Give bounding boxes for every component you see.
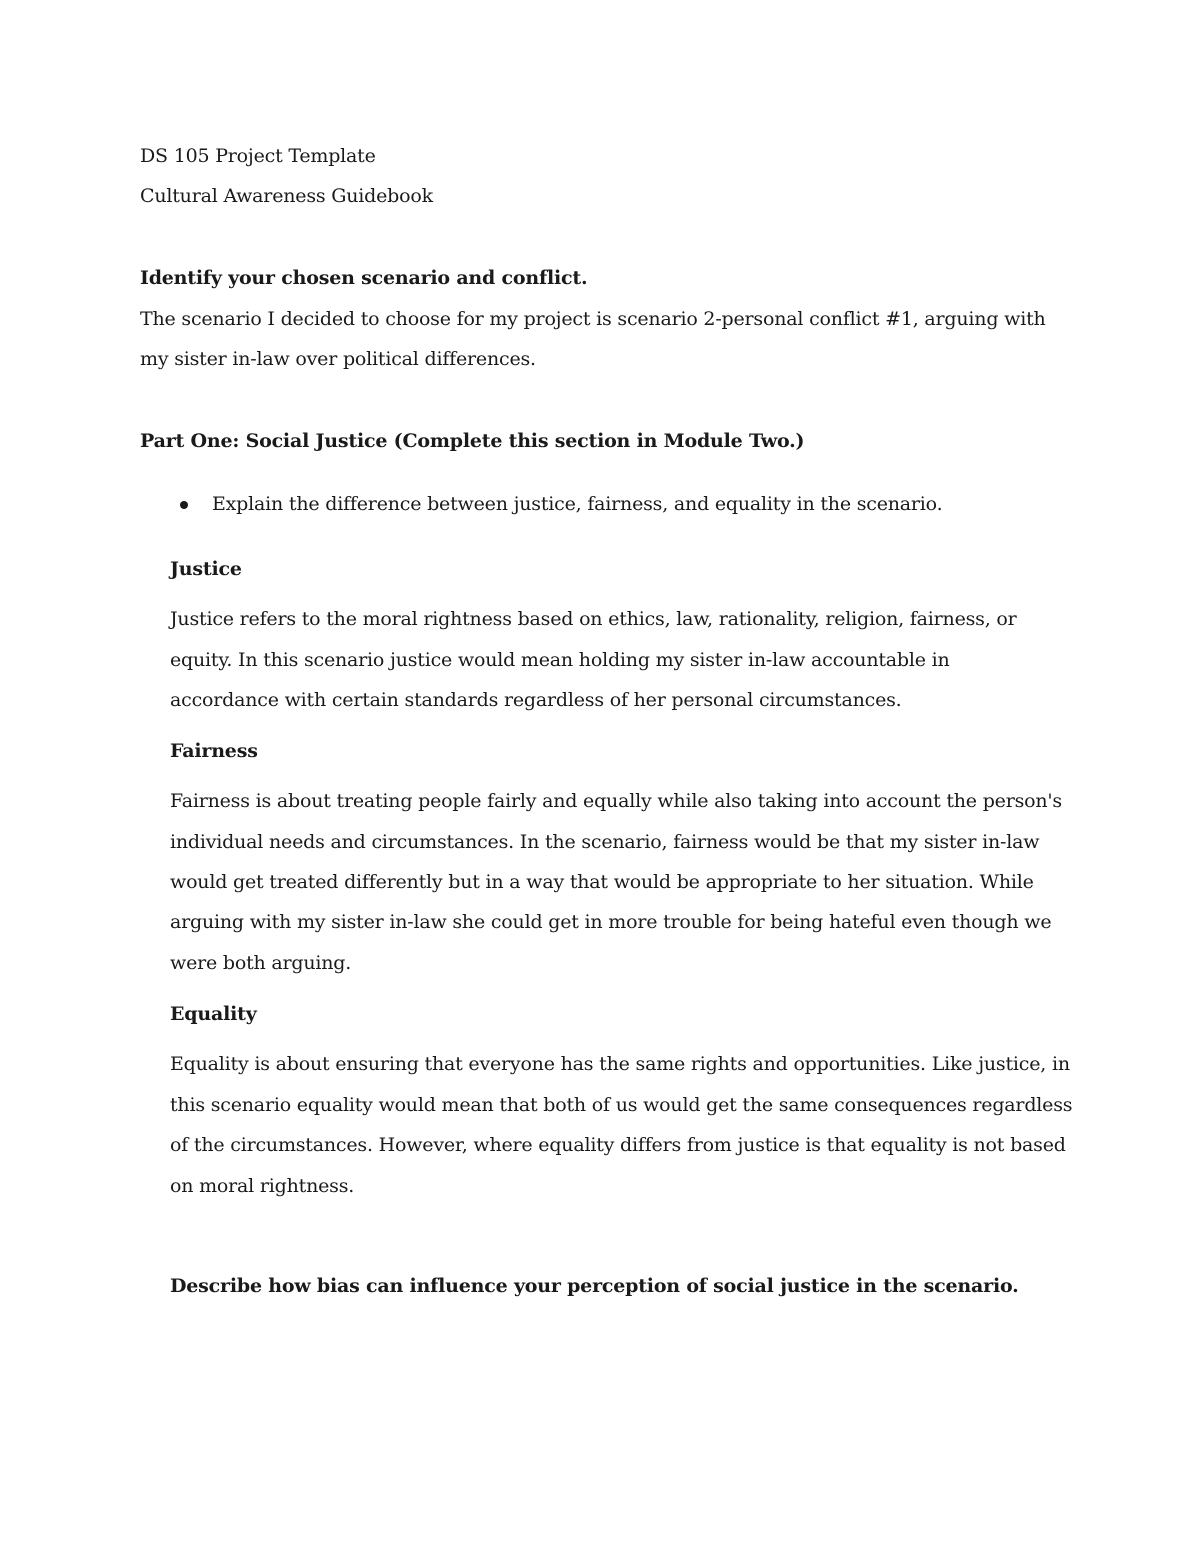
bullet-item: Explain the difference between justice, fairness, and equality in the scenario.	[212, 493, 943, 515]
justice-line-3: accordance with certain standards regardless of her personal circumstances.	[170, 689, 902, 711]
equality-heading: Equality	[170, 1003, 257, 1025]
scenario-heading: Identify your chosen scenario and conflict.	[140, 267, 588, 289]
fairness-heading: Fairness	[170, 740, 258, 762]
fairness-line-2: individual needs and circumstances. In the scenario, fairness would be that my sister in-law	[170, 831, 1040, 853]
scenario-line-2: my sister in-law over political differences.	[140, 348, 536, 370]
document-subtitle: Cultural Awareness Guidebook	[140, 185, 433, 207]
fairness-line-5: were both arguing.	[170, 952, 352, 974]
scenario-line-1: The scenario I decided to choose for my project is scenario 2-personal conflict #1, arguing with	[140, 308, 1046, 330]
course-title: DS 105 Project Template	[140, 145, 376, 167]
equality-line-4: on moral rightness.	[170, 1175, 355, 1197]
equality-line-3: of the circumstances. However, where equality differs from justice is that equality is not based	[170, 1134, 1066, 1156]
justice-heading: Justice	[170, 558, 242, 580]
part-one-heading: Part One: Social Justice (Complete this section in Module Two.)	[140, 430, 805, 452]
equality-line-1: Equality is about ensuring that everyone has the same rights and opportunities. Like justice, in	[170, 1053, 1070, 1075]
justice-line-2: equity. In this scenario justice would mean holding my sister in-law accountable in	[170, 649, 950, 671]
bullet-icon	[180, 501, 188, 509]
justice-line-1: Justice refers to the moral rightness based on ethics, law, rationality, religion, fairness, or	[170, 608, 1017, 630]
fairness-line-4: arguing with my sister in-law she could get in more trouble for being hateful even though we	[170, 911, 1052, 933]
fairness-line-1: Fairness is about treating people fairly and equally while also taking into account the person's	[170, 790, 1062, 812]
equality-line-2: this scenario equality would mean that both of us would get the same consequences regardless	[170, 1094, 1073, 1116]
bias-heading: Describe how bias can influence your perception of social justice in the scenario.	[170, 1275, 1019, 1297]
fairness-line-3: would get treated differently but in a way that would be appropriate to her situation. While	[170, 871, 1034, 893]
